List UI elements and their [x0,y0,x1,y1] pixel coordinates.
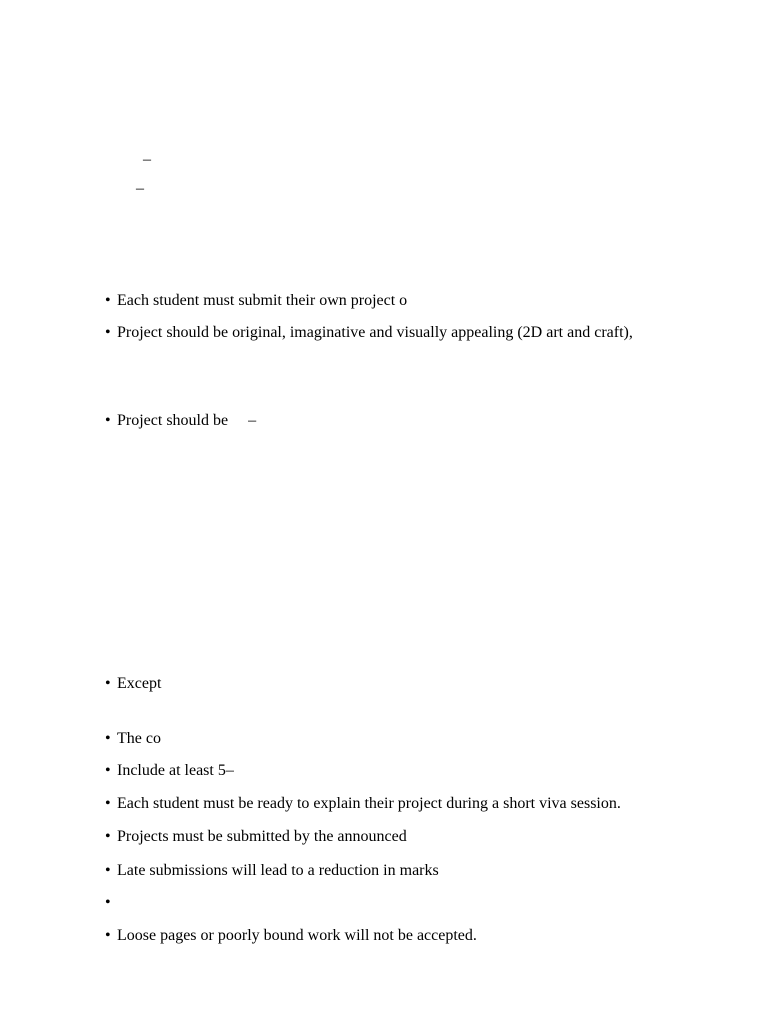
bullet-marker: • [105,894,111,911]
list-item-text: Except [117,675,162,692]
list-item-text: Each student must submit their own project o [117,292,408,309]
bullet-marker: • [105,828,111,845]
list-item-text: Project should be original, imaginative and visually appealing (2D art and craft), [117,324,633,341]
list-item-text: Each student must be ready to explain their project during a short viva session. [117,795,621,812]
header-dash-1: – [143,151,151,168]
list-item-text: Projects must be submitted by the announced [117,828,407,845]
list-item-text: Loose pages or poorly bound work will not be accepted. [117,927,477,944]
bullet-marker: • [105,324,111,341]
bullet-marker: • [105,862,111,879]
list-item-text: Late submissions will lead to a reduction in marks [117,862,439,879]
bullet-marker: • [105,762,111,779]
header-dash-2: – [136,180,144,197]
bullet-marker: • [105,412,111,429]
list-item-text: Project should be – [117,412,257,429]
list-item [89,391,256,451]
list-item [89,841,439,901]
list-item [89,906,477,966]
bullet-marker: • [105,292,111,309]
list-item [89,303,633,363]
bullet-marker: • [105,730,111,747]
bullet-marker: • [105,927,111,944]
list-item [89,654,161,714]
list-item-text: The co [117,730,161,747]
bullet-marker: • [105,795,111,812]
list-item-text: Include at least 5– [117,762,234,779]
bullet-marker: • [105,675,111,692]
